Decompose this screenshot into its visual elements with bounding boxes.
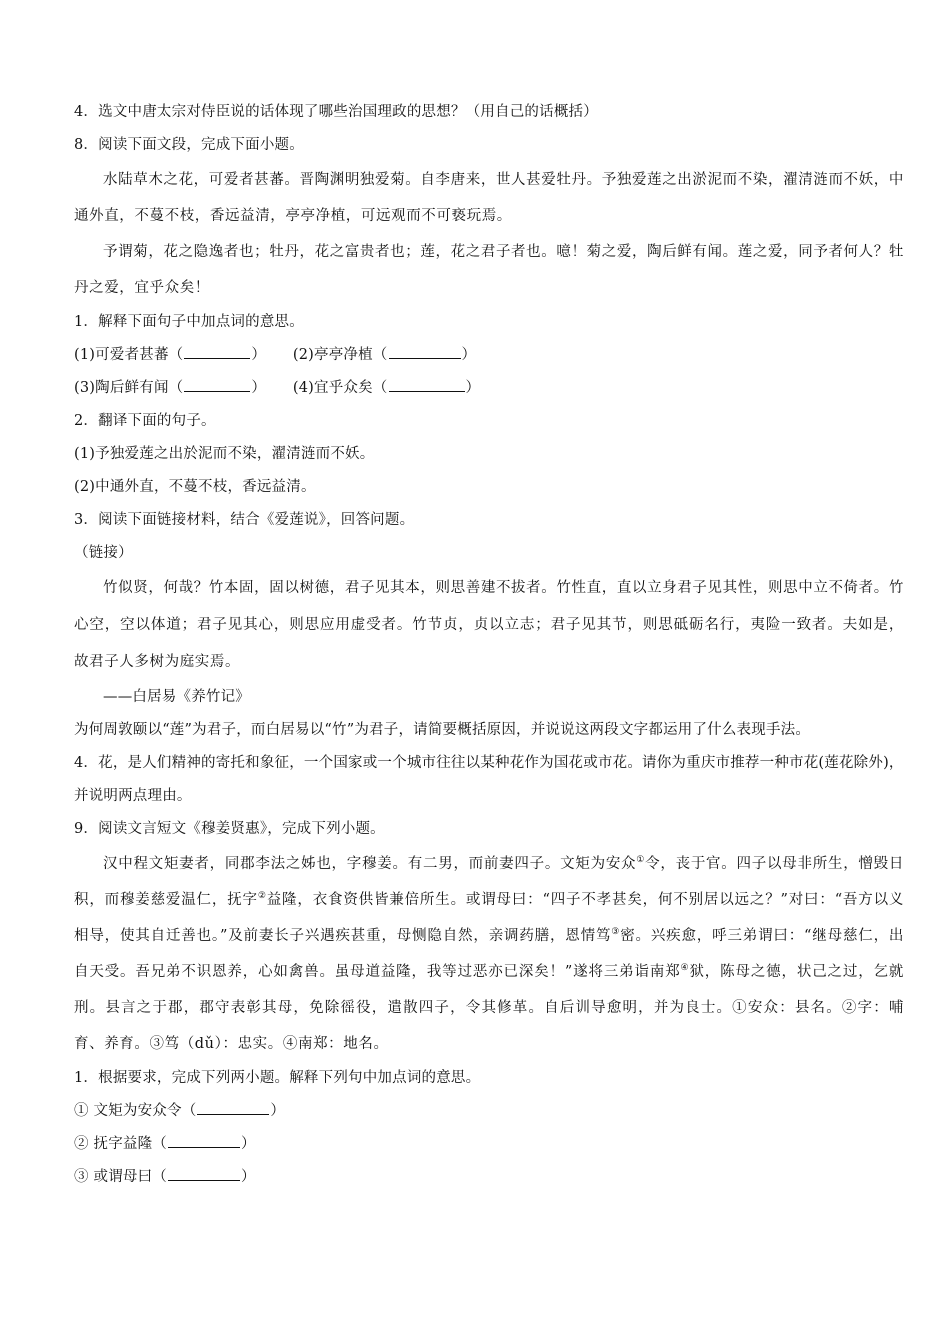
passage-mujiang [74, 846, 904, 1062]
q8-sub3-question: 为何周敦颐以“莲”为君子，而白居易以“竹”为君子，请简要概括原因，并说说这两段文字都运用了什么表现手法。 [74, 722, 811, 738]
link-label: （链接） [74, 545, 133, 561]
q8-sub4: 4．花，是人们精神的寄托和象征，一个国家或一个城市往往以某种花作为国花或市花。请你为重庆市推荐一种市花(莲花除外)，并说明两点理由。 [74, 755, 904, 804]
q9-item2 [74, 1128, 904, 1161]
footnote-mark: ② [257, 891, 267, 902]
answer-blank[interactable] [184, 390, 250, 392]
question-4-previous: 4．选文中唐太宗对侍臣说的话体现了哪些治国理政的思想？（用自己的话概括） [74, 104, 598, 120]
q8-sub3-title: 3．阅读下面链接材料，结合《爱莲说》，回答问题。 [74, 512, 415, 528]
q9-item3-label: ③ 或谓母曰（ [74, 1169, 168, 1185]
question-8-title: 8．阅读下面文段，完成下面小题。 [74, 137, 304, 153]
q8-sub1-item1-label: (1)可爱者甚蕃（ [74, 347, 184, 363]
answer-blank[interactable] [389, 390, 465, 392]
passage-mujiang-part: 益隆，衣食资供皆兼倍所生。或谓母曰：“四子不孝甚矣，何不别居以远之？”对曰：“吾方以义相导，使其自迁善也。”及前妻长子兴遇疾甚重，母恻隐自然，亲调药膳，恩情笃 [74, 892, 904, 944]
footnote-mark: ③ [611, 927, 621, 938]
answer-blank[interactable] [168, 1146, 240, 1148]
answer-blank[interactable] [197, 1113, 269, 1115]
link-passage-yangzhuji: 竹似贤，何哉？竹本固，固以树德，君子见其本，则思善建不拔者。竹性直，直以立身君子见其性，则思中立不倚者。竹心空，空以体道；君子见其心，则思应用虚受者。竹节贞，贞以立志；君子见其节，则思砥砺名行，夷险一致者。夫如是，故君子人多树为庭实焉。 [74, 580, 904, 670]
q8-sub2-sentence1: (1)予独爱莲之出於泥而不染，濯清涟而不妖。 [74, 446, 375, 462]
passage-mujiang-part: 狱，陈母之德，状己之过，乞就刑。县言之于郡，郡守表彰其母，免除徭役，遣散四子，令其修革。自后训导愈明，并为良士。①安众：县名。②字：哺育、养育。③笃（dǔ）：忠实。④南郑：地名。 [74, 964, 904, 1052]
q9-item2-label: ② 抚字益隆（ [74, 1136, 168, 1152]
q8-sub1-item4-close: ） [465, 380, 481, 396]
answer-blank[interactable] [184, 357, 250, 359]
q8-sub2-title: 2．翻译下面的句子。 [74, 413, 216, 429]
q8-sub1-item4-label: (4)宜乎众矣（ [292, 380, 388, 396]
footnote-mark: ④ [680, 963, 690, 974]
q9-item1-label: ① 文矩为安众令（ [74, 1103, 197, 1119]
passage-mujiang-part: 令，丧于官。四子以母非所生，憎毁日积，而穆姜慈爱温仁，抚字 [74, 856, 905, 908]
q9-sub1-title: 1．根据要求，完成下列两小题。解释下列句中加点词的意思。 [74, 1070, 481, 1086]
q8-sub1-row2 [74, 372, 904, 405]
passage-ailianshuo-p1: 水陆草木之花，可爱者甚蕃。晋陶渊明独爱菊。自李唐来，世人甚爱牡丹。予独爱莲之出淤泥而不染，濯清涟而不妖，中通外直，不蔓不枝，香远益清，亭亭净植，可远观而不可亵玩焉。 [74, 172, 904, 224]
q9-item1-close: ） [270, 1103, 286, 1119]
answer-blank[interactable] [168, 1179, 240, 1181]
passage-mujiang-part: 密。兴疾愈，呼三弟谓曰：“继母慈仁，出自天受。吾兄弟不识恩养，心如禽兽。虽母道益隆，我等过恶亦已深矣！”遂将三弟诣南郑 [74, 928, 905, 980]
q8-sub1-item3-label: (3)陶后鲜有闻（ [74, 380, 184, 396]
q9-item2-close: ） [241, 1136, 256, 1152]
q8-sub1-item2-label: (2)亭亭净植（ [292, 347, 388, 363]
document-page [74, 96, 904, 1194]
q9-item1 [74, 1095, 904, 1128]
q9-item3 [74, 1161, 904, 1194]
q8-sub1-item1-close: ） [251, 347, 267, 363]
q8-sub1-title: 1．解释下面句子中加点词的意思。 [74, 314, 304, 330]
question-9-title: 9．阅读文言短文《穆姜贤惠》，完成下列小题。 [74, 821, 385, 837]
answer-blank[interactable] [389, 357, 461, 359]
passage-mujiang-part: 汉中程文矩妻者，同郡李法之姊也，字穆姜。有二男，而前妻四子。文矩为安众 [103, 856, 637, 872]
q8-sub2-sentence2: (2)中通外直，不蔓不枝，香远益清。 [74, 479, 316, 495]
footnote-mark: ① [636, 855, 646, 866]
q8-sub1-row1 [74, 339, 904, 372]
q8-sub1-item3-close: ） [251, 380, 267, 396]
q8-sub1-item2-close: ） [461, 347, 477, 363]
q9-item3-close: ） [241, 1169, 256, 1185]
passage-ailianshuo-p2: 予谓菊，花之隐逸者也；牡丹，花之富贵者也；莲，花之君子者也。噫！菊之爱，陶后鲜有闻。莲之爱，同予者何人？牡丹之爱，宜乎众矣！ [74, 244, 904, 296]
link-source: ——白居易《养竹记》 [103, 689, 250, 705]
